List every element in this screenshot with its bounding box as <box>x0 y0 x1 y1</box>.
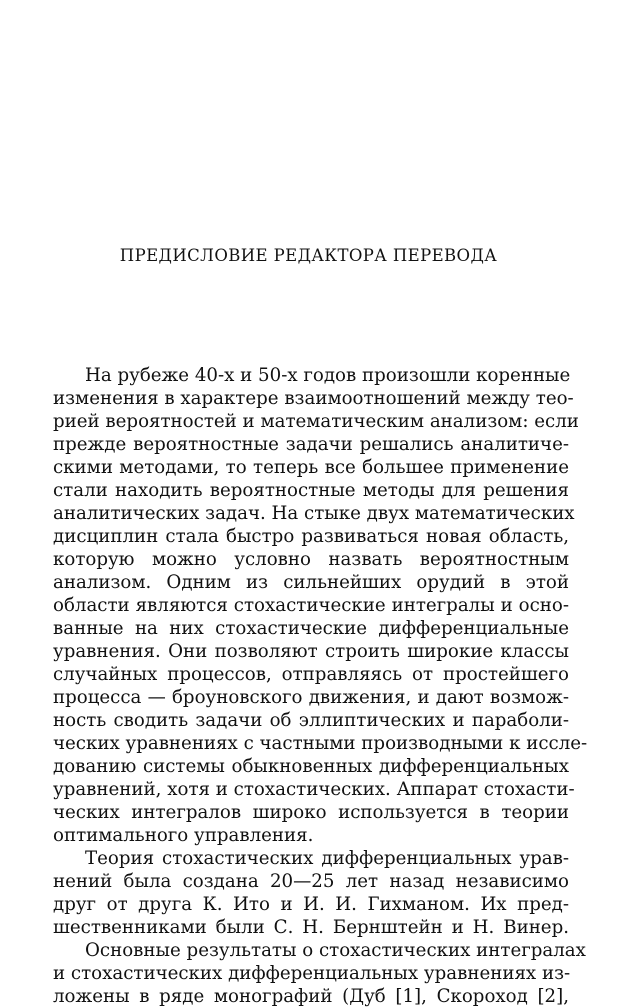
text-line: На рубеже 40-х и 50-х годов произошли коренные <box>85 365 571 386</box>
text-line: оптимального управления. <box>53 825 314 846</box>
text-line: шественниками были С. Н. Бернштейн и Н. Винер. <box>53 917 569 938</box>
text-line: ческих интегралов широко используется в теории <box>53 802 569 823</box>
body-text <box>53 364 588 1008</box>
text-line: прежде вероятностные задачи решались аналитиче- <box>53 434 569 455</box>
text-line: рией вероятностей и математическим анализом: если <box>53 411 579 432</box>
text-line: ческих уравнениях с частными производными к иссле- <box>53 733 588 754</box>
text-line: анализом. Одним из сильнейших орудий в этой <box>53 572 569 593</box>
text-line: случайных процессов, отправляясь от простейшего <box>53 664 569 685</box>
text-line: стали находить вероятностные методы для решения <box>53 480 569 501</box>
text-line: Основные результаты о стохастических интегралах <box>85 940 586 961</box>
text-line: ность сводить задачи об эллиптических и параболи- <box>53 710 569 731</box>
text-line: Теория стохастических дифференциальных урав- <box>85 848 569 869</box>
text-line: и стохастических дифференциальных уравнениях из- <box>53 963 571 984</box>
text-line: уравнения. Они позволяют строить широкие классы <box>53 641 569 662</box>
text-line: изменения в характере взаимоотношений между тео- <box>53 388 574 409</box>
text-line: области являются стохастические интегралы и осно- <box>53 595 569 616</box>
page-title: ПРЕДИСЛОВИЕ РЕДАКТОРА ПЕРЕВОДА <box>119 246 498 265</box>
text-line: уравнений, хотя и стохастических. Аппарат стохасти- <box>53 779 575 800</box>
text-line: нений была создана 20—25 лет назад независимо <box>53 871 569 892</box>
text-line: ванные на них стохастические дифференциальные <box>53 618 569 639</box>
text-line: скими методами, то теперь все большее применение <box>53 457 569 478</box>
text-line: процесса — броуновского движения, и дают возмож- <box>53 687 569 708</box>
text-line: которую можно условно назвать вероятностным <box>53 549 569 570</box>
text-line: ложены в ряде монографий (Дуб [1], Скороход [2], <box>53 986 569 1007</box>
text-line: аналитических задач. На стыке двух математических <box>53 503 575 524</box>
text-line: дованию системы обыкновенных дифференциальных <box>53 756 569 777</box>
text-line: друг от друга К. Ито и И. И. Гихманом. Их пред- <box>53 894 569 915</box>
text-line: дисциплин стала быстро развиваться новая область, <box>53 526 569 547</box>
